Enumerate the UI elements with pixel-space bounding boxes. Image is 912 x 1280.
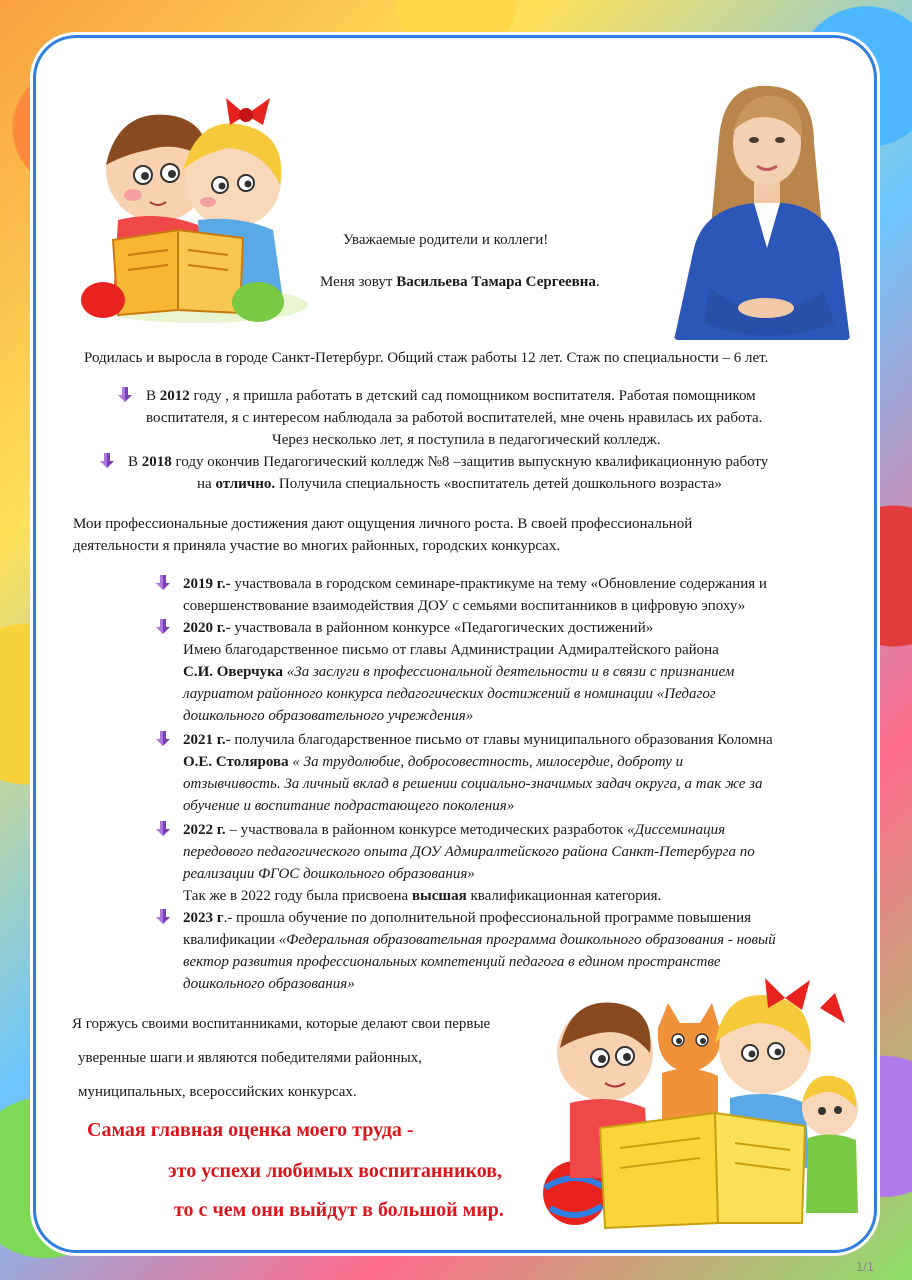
intro-prefix: Меня зовут xyxy=(320,274,397,290)
motto-line1: Самая главная оценка моего труда - xyxy=(87,1119,414,1141)
kids-reading-illustration xyxy=(58,70,318,330)
achievement-2021-line1: 2021 г.- получила благодарственное письмо от главы муниципального образования Коломна xyxy=(183,732,773,748)
achievement-2020-line5: дошкольного образовательного учреждения» xyxy=(183,708,474,724)
pride-line3: муниципальных, всероссийских конкурсах. xyxy=(78,1084,357,1100)
achievement-2021-line4: обучение и воспитание подрастающего поколения» xyxy=(183,798,515,814)
achievement-2020-line3: С.И. Оверчука «За заслуги в профессиональной деятельности и в связи с признанием xyxy=(183,664,735,680)
greeting: Уважаемые родители и коллеги! xyxy=(343,232,549,248)
motto-line3: то с чем они выйдут в большой мир. xyxy=(174,1199,504,1221)
pride-line2: уверенные шаги и являются победителями районных, xyxy=(78,1050,423,1066)
achievement-2022-line4: Так же в 2022 году была присвоена высшая квалификационная категория. xyxy=(183,888,662,904)
career-2012-line3: Через несколько лет, я поступила в педагогический колледж. xyxy=(272,432,661,448)
achievement-2020-line2: Имею благодарственное письмо от главы Администрации Адмиралтейского района xyxy=(183,642,719,658)
arrow-bullet-icon xyxy=(118,387,132,403)
intro-line xyxy=(320,272,600,292)
achievements-intro-line2: деятельности я приняла участие во многих районных, городских конкурсах. xyxy=(73,538,561,554)
page-number: 1/1 xyxy=(855,1259,874,1274)
arrow-bullet-icon xyxy=(156,575,170,591)
intro-suffix: . xyxy=(595,274,600,290)
teacher-name: Васильева Тамара Сергеевна xyxy=(396,274,596,290)
teacher-photo xyxy=(674,78,850,340)
achievement-year-2020: 2020 г.- xyxy=(183,620,231,636)
achievement-2019-line1: 2019 г.- участвовала в городском семинаре-практикуме на тему «Обновление содержания и xyxy=(183,576,767,592)
achievement-2022-line3: реализации ФГОС дошкольного образования» xyxy=(183,866,475,882)
achievement-year-2023: 2023 xyxy=(183,910,213,926)
bio: Родилась и выросла в городе Санкт-Петербург. Общий стаж работы 12 лет. Стаж по специальности – 6 лет. xyxy=(84,350,769,366)
achievement-2022-line2: передового педагогического опыта ДОУ Адмиралтейского района Санкт-Петербурга по xyxy=(183,844,755,860)
achievement-2021-line3: отзывчивость. За личный вклад в решении социально-значимых задач округа, а так же за xyxy=(183,776,763,792)
career-2012-line1: В 2012 году , я пришла работать в детский сад помощником воспитателя. Работая помощником xyxy=(146,388,756,404)
arrow-bullet-icon xyxy=(156,821,170,837)
arrow-bullet-icon xyxy=(100,453,114,469)
achievement-2023-line1: 2023 г.- прошла обучение по дополнительной профессиональной программе повышения xyxy=(183,910,752,926)
achievement-2019-line2: совершенствование взаимодействия ДОУ с семьями воспитанников в цифровую эпоху» xyxy=(183,598,746,614)
kids-cat-reading-illustration xyxy=(540,968,866,1238)
achievement-2022-line1: 2022 г. – участвовала в районном конкурсе методических разработок «Диссеминация xyxy=(183,822,726,838)
arrow-bullet-icon xyxy=(156,909,170,925)
career-2018-line2: на отлично. Получила специальность «воспитатель детей дошкольного возраста» xyxy=(197,476,722,492)
career-year-2012: 2012 xyxy=(159,388,190,404)
achievement-2020-line1: 2020 г.- участвовала в районном конкурсе «Педагогических достижений» xyxy=(183,620,654,636)
career-year-2018: 2018 xyxy=(141,454,172,470)
achievement-year-2022: 2022 г. xyxy=(183,822,226,838)
achievement-year-2021: 2021 г.- xyxy=(183,732,231,748)
motto-line2: это успехи любимых воспитанников, xyxy=(168,1160,503,1182)
achievement-2020-line4: лауриатом районного конкурса педагогических достижений в номинации «Педагог xyxy=(183,686,716,702)
career-2018-line1: В 2018 году окончив Педагогический колледж №8 –защитив выпускную квалификационную работу xyxy=(128,454,769,470)
achievement-2023-line3: вектор развития профессиональных компетенций педагога в едином пространстве xyxy=(183,954,721,970)
arrow-bullet-icon xyxy=(156,619,170,635)
achievement-2021-line2: О.Е. Столярова « За трудолюбие, добросовестность, милосердие, доброту и xyxy=(183,754,684,770)
achievement-2023-line4: дошкольного образования» xyxy=(183,976,355,992)
achievement-2023-line2: квалификации «Федеральная образовательная программа дошкольного образования - новый xyxy=(183,932,776,948)
career-2012-line2: воспитателя, я с интересом наблюдала за работой воспитателей, мне очень нравилась их работа. xyxy=(146,410,763,426)
achievements-intro-line1: Мои профессиональные достижения дают ощущения личного роста. В своей профессиональной xyxy=(73,516,693,532)
arrow-bullet-icon xyxy=(156,731,170,747)
achievement-year-2019: 2019 г.- xyxy=(183,576,231,592)
pride-line1: Я горжусь своими воспитанниками, которые делают свои первые xyxy=(72,1016,491,1032)
